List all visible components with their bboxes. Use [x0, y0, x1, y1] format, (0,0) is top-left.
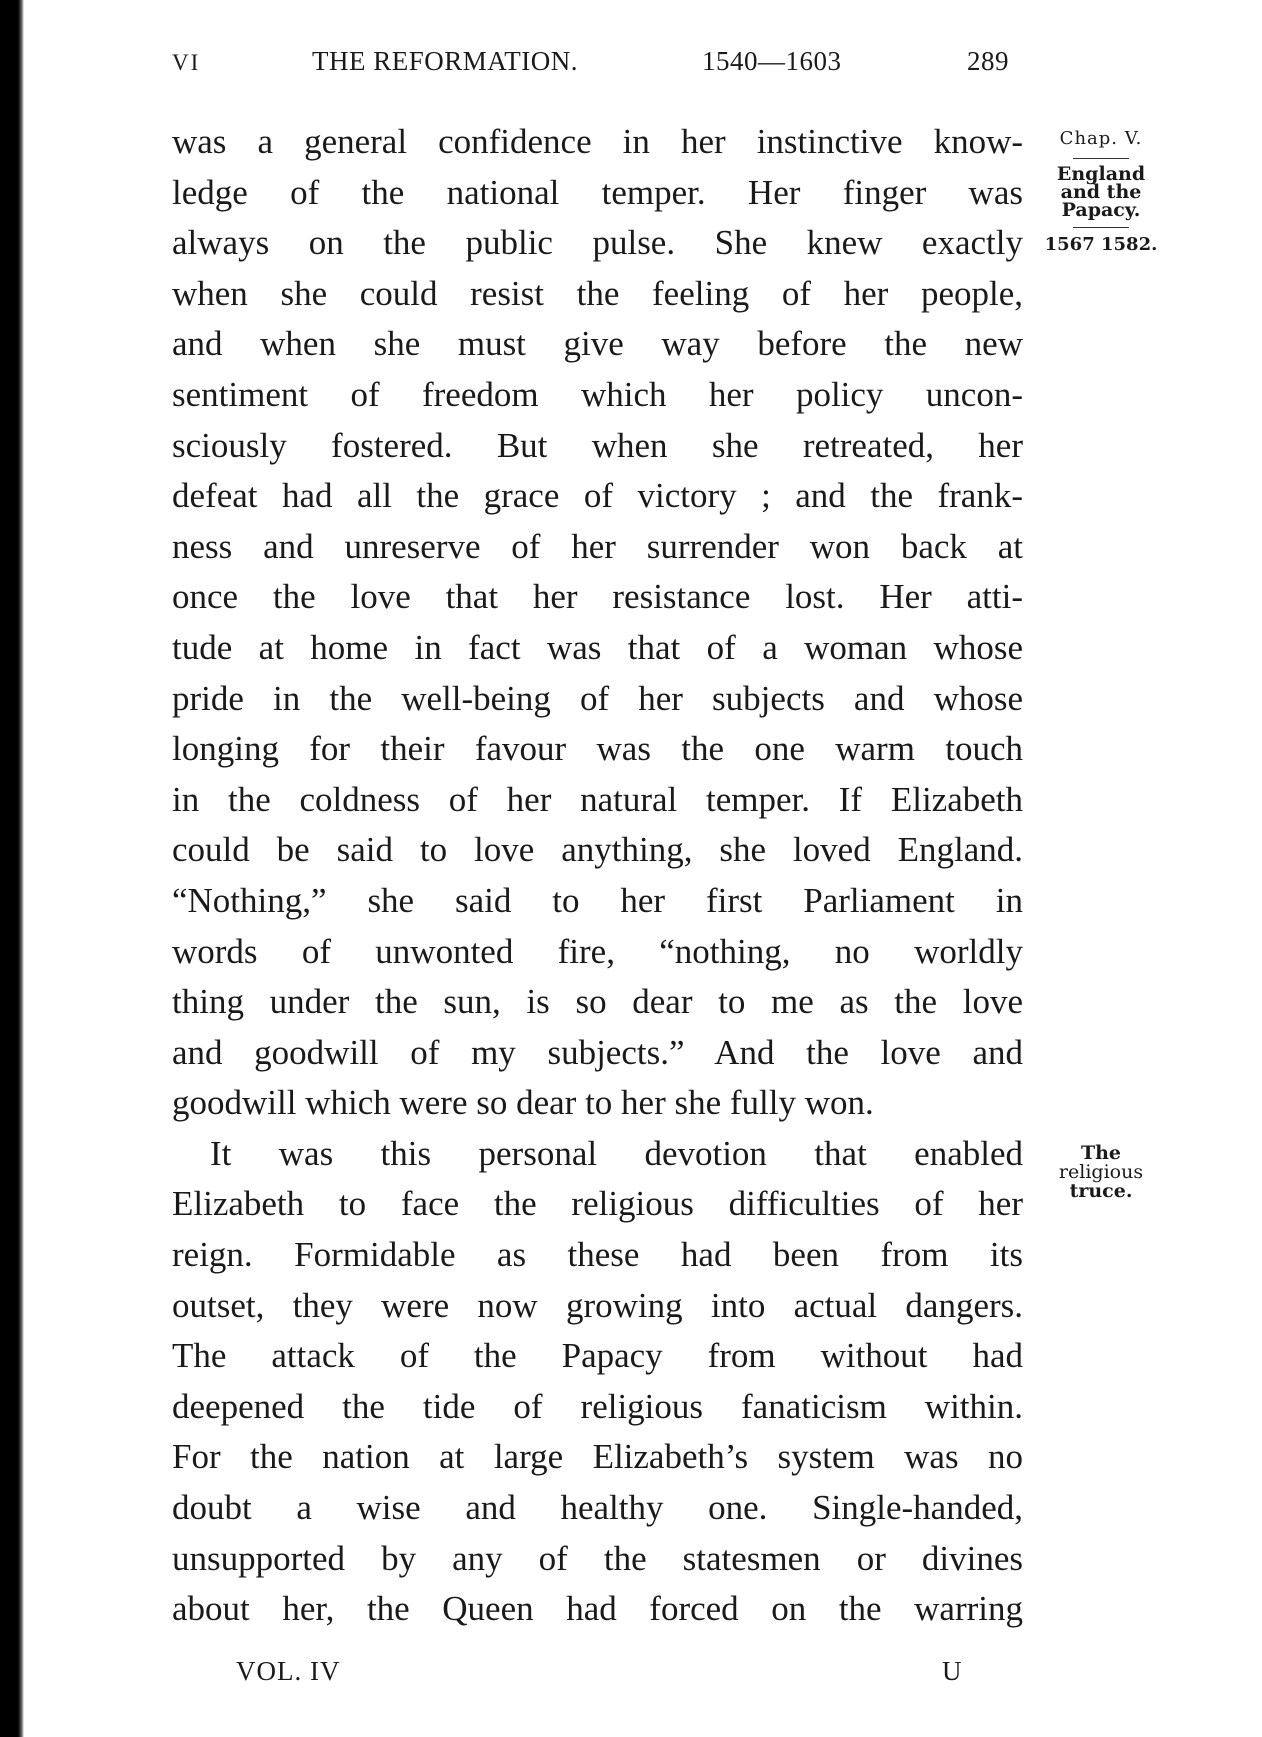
page-number: 289	[967, 46, 1009, 76]
text-line: tude at home in fact was that of a woman whose	[172, 627, 1023, 667]
text-line: It was this personal devotion that enabled	[210, 1133, 1023, 1173]
text-line: and when she must give way before the new	[172, 324, 1023, 364]
text-line: thing under the sun, is so dear to me as the love	[172, 982, 1023, 1022]
footer-signature-mark: U	[942, 1656, 962, 1686]
margin-topic-line: and the	[1060, 181, 1142, 203]
book-binding-edge	[0, 0, 24, 1737]
margin-note-religious-truce	[1035, 1144, 1167, 1201]
text-line: doubt a wise and healthy one. Single-handed,	[172, 1488, 1023, 1528]
text-line: about her, the Queen had forced on the warring	[172, 1589, 1023, 1629]
text-line: outset, they were now growing into actual dangers.	[172, 1285, 1023, 1325]
margin-dates: 1567 1582.	[1044, 234, 1158, 255]
header-chapter-number: VI	[172, 50, 201, 75]
text-line: was a general confidence in her instinctive know-	[172, 122, 1023, 161]
text-line: goodwill which were so dear to her she fully won.	[172, 1083, 874, 1123]
page-footer	[172, 1656, 1023, 1692]
margin-chapter-label: Chap. V.	[1059, 128, 1143, 149]
text-line: Elizabeth to face the religious difficulties of her	[172, 1184, 1023, 1224]
text-line: always on the public pulse. She knew exactly	[172, 223, 1023, 263]
text-line: longing for their favour was the one warm touch	[172, 729, 1023, 769]
margin-rule	[1073, 227, 1129, 228]
header-dates: 1540—1603	[702, 46, 842, 76]
header-title: THE REFORMATION.	[312, 46, 579, 76]
text-line: For the nation at large Elizabeth’s system was no	[172, 1437, 1023, 1477]
margin-note-chapter	[1035, 128, 1167, 256]
margin-topic-line: Papacy.	[1061, 199, 1141, 221]
text-line: deepened the tide of religious fanaticism within.	[172, 1386, 1023, 1426]
margin-topic-line: England	[1056, 163, 1146, 185]
footer-volume: VOL. IV	[236, 1656, 341, 1686]
text-line: and goodwill of my subjects.” And the love and	[172, 1032, 1023, 1072]
text-line: unsupported by any of the statesmen or divines	[172, 1538, 1023, 1578]
margin-note-line: religious	[1058, 1161, 1144, 1183]
text-line: reign. Formidable as these had been from its	[172, 1235, 1023, 1275]
text-line: could be said to love anything, she loved England.	[172, 830, 1023, 870]
text-line: defeat had all the grace of victory ; and the frank-	[172, 476, 1023, 516]
text-line: words of unwonted fire, “nothing, no worldly	[172, 931, 1023, 971]
text-line: sciously fostered. But when she retreated, her	[172, 425, 1023, 465]
margin-rule	[1073, 158, 1129, 159]
text-line: ledge of the national temper. Her finger was	[172, 172, 1023, 212]
text-line: once the love that her resistance lost. Her atti-	[172, 577, 1023, 617]
margin-note-line: truce.	[1069, 1180, 1133, 1202]
body-text	[172, 117, 1023, 1635]
text-line: sentiment of freedom which her policy uncon-	[172, 374, 1023, 414]
text-line: when she could resist the feeling of her people,	[172, 273, 1023, 313]
text-line: in the coldness of her natural temper. If Elizabeth	[172, 779, 1023, 819]
text-line: The attack of the Papacy from without had	[172, 1336, 1023, 1376]
text-line: ness and unreserve of her surrender won back at	[172, 526, 1023, 566]
text-line: “Nothing,” she said to her first Parliament in	[172, 880, 1023, 920]
margin-note-line: The	[1080, 1142, 1122, 1164]
text-line: pride in the well-being of her subjects and whose	[172, 678, 1023, 718]
running-header	[170, 42, 1030, 82]
